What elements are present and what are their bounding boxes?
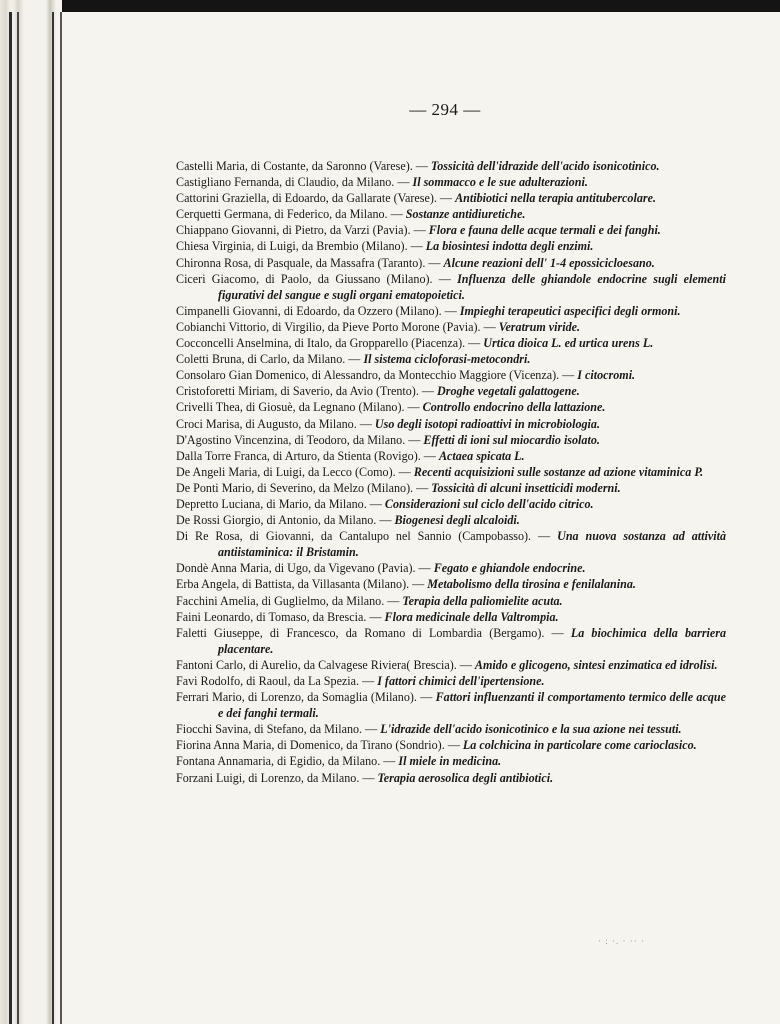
- entry-author: Chironna Rosa, di Pasquale, da Massafra (Taranto). —: [176, 255, 441, 270]
- spine-line: [52, 12, 54, 1024]
- entry-title: Una nuova sostanza ad attività antiistaminica: il Bristamin.: [218, 529, 727, 560]
- list-item: [176, 609, 726, 625]
- entry-title: Recenti acquisizioni sulle sostanze ad azione vitaminica P.: [413, 464, 704, 479]
- list-item: [176, 528, 726, 560]
- entry-title: I citocromi.: [577, 368, 636, 383]
- spine-line: [60, 12, 62, 1024]
- entry-author: Fiorina Anna Maria, di Domenico, da Tirano (Sondrio). —: [176, 738, 460, 753]
- entry-title: Actaea spicata L.: [438, 448, 525, 463]
- scan-top-border: [0, 0, 780, 12]
- entry-title: Uso degli isotopi radioattivi in microbiologia.: [374, 416, 600, 431]
- entry-author: Castelli Maria, di Costante, da Saronno (Varese). —: [176, 159, 428, 173]
- entry-author: Fiocchi Savina, di Stefano, da Milano. —: [176, 722, 378, 737]
- entry-author: Chiesa Virginia, di Luigi, da Brembio (Milano). —: [176, 239, 423, 254]
- entry-author: Cattorini Graziella, di Edoardo, da Gallarate (Varese). —: [176, 191, 453, 206]
- thesis-list: [176, 158, 726, 786]
- list-item: [176, 367, 726, 383]
- list-item: [176, 399, 726, 415]
- entry-title: Considerazioni sul ciclo dell'acido citrico.: [384, 496, 594, 511]
- entry-author: Cocconcelli Anselmina, di Italo, da Gropparello (Piacenza). —: [176, 336, 481, 351]
- entry-author: Favi Rodolfo, di Raoul, da La Spezia. —: [176, 674, 375, 688]
- list-item: [176, 512, 726, 528]
- entry-title: Alcune reazioni dell' 1-4 epossicicloesano.: [443, 255, 655, 270]
- list-item: [176, 319, 726, 335]
- list-item: [176, 271, 726, 303]
- scan-speckles: · : ·. · ·· ·: [598, 936, 645, 946]
- entry-title: Flora medicinale della Valtrompia.: [384, 609, 559, 624]
- entry-title: Antibiotici nella terapia antitubercolare.: [455, 191, 656, 206]
- list-item: [176, 625, 726, 657]
- list-item: [176, 448, 726, 464]
- list-item: [176, 560, 726, 576]
- entry-author: Crivelli Thea, di Giosuè, da Legnano (Milano). —: [176, 400, 420, 415]
- entry-title: Impieghi terapeutici aspecifici degli ormoni.: [459, 303, 681, 318]
- entry-title: Controllo endocrino della lattazione.: [422, 400, 606, 415]
- entry-author: Fontana Annamaria, di Egidio, da Milano. —: [176, 754, 396, 769]
- entry-title: La colchicina in particolare come carioclasico.: [462, 738, 697, 753]
- entry-title: L'idrazide dell'acido isonicotinico e la sua azione nei tessuti.: [380, 722, 682, 737]
- entry-title: Il sistema cicloforasi-metocondri.: [363, 352, 531, 367]
- list-item: [176, 721, 726, 737]
- entry-title: Metabolismo della tirosina e fenilalanina.: [427, 577, 636, 592]
- entry-author: Fantoni Carlo, di Aurelio, da Calvagese Riviera( Brescia). —: [176, 657, 472, 672]
- entry-title: Tossicità dell'idrazide dell'acido isonicotinico.: [430, 159, 660, 173]
- entry-author: Erba Angela, di Battista, da Villasanta (Milano). —: [176, 577, 425, 592]
- entry-author: Faletti Giuseppe, di Francesco, da Romano di Lombardia (Bergamo). —: [176, 625, 564, 640]
- entry-title: Il miele in medicina.: [398, 754, 502, 769]
- list-item: [176, 657, 726, 673]
- entry-author: De Ponti Mario, di Severino, da Melzo (Milano). —: [176, 480, 429, 495]
- entry-title: Fattori influenzanti il comportamento termico delle acque e dei fanghi termali.: [218, 690, 726, 721]
- entry-author: D'Agostino Vincenzina, di Teodoro, da Milano. —: [176, 432, 421, 447]
- list-item: [176, 464, 726, 480]
- list-item: [176, 174, 726, 190]
- entry-title: La biosintesi indotta degli enzimi.: [425, 239, 594, 254]
- entry-title: Droghe vegetali galattogene.: [437, 384, 580, 399]
- entry-author: Coletti Bruna, di Carlo, da Milano. —: [176, 352, 361, 367]
- list-item: [176, 255, 726, 271]
- entry-author: Forzani Luigi, di Lorenzo, da Milano. —: [176, 770, 375, 785]
- entry-author: Faini Leonardo, di Tomaso, da Brescia. —: [176, 609, 382, 624]
- entry-author: De Angeli Maria, di Luigi, da Lecco (Como). —: [176, 464, 411, 479]
- entry-title: Biogenesi degli alcaloidi.: [394, 513, 520, 528]
- entry-title: Influenza delle ghiandole endocrine sugli elementi figurativi del sangue e sugli organi ematopoietici.: [218, 271, 726, 302]
- entry-title: Fegato e ghiandole endocrine.: [433, 561, 586, 576]
- entry-author: Ciceri Giacomo, di Paolo, da Giussano (Milano). —: [176, 271, 451, 286]
- entry-title: Il sommacco e le sue adulterazioni.: [412, 175, 588, 190]
- list-item: [176, 383, 726, 399]
- entry-author: Di Re Rosa, di Giovanni, da Cantalupo nel Sannio (Campobasso). —: [176, 529, 551, 544]
- list-item: [176, 238, 726, 254]
- entry-author: Croci Marisa, di Augusto, da Milano. —: [176, 416, 372, 431]
- entry-author: Cobianchi Vittorio, di Virgilio, da Pieve Porto Morone (Pavia). —: [176, 319, 496, 334]
- entry-title: Flora e fauna delle acque termali e dei fanghi.: [428, 223, 661, 238]
- list-item: [176, 593, 726, 609]
- entry-author: Dalla Torre Franca, di Arturo, da Stienta (Rovigo). —: [176, 448, 436, 463]
- entry-author: Dondè Anna Maria, di Ugo, da Vigevano (Pavia). —: [176, 561, 431, 576]
- list-item: [176, 689, 726, 721]
- book-spine-edge: [0, 0, 62, 1024]
- entry-author: Facchini Amelia, di Guglielmo, da Milano. —: [176, 593, 400, 608]
- entry-author: Ferrari Mario, di Lorenzo, da Somaglia (Milano). —: [176, 690, 433, 705]
- entry-title: I fattori chimici dell'ipertensione.: [377, 674, 545, 688]
- entry-title: La biochimica della barriera placentare.: [218, 625, 727, 656]
- list-item: [176, 737, 726, 753]
- entry-author: Depretto Luciana, di Mario, da Milano. —: [176, 496, 382, 511]
- list-item: [176, 303, 726, 319]
- entry-author: Chiappano Giovanni, di Pietro, da Varzi (Pavia). —: [176, 223, 426, 238]
- entry-author: Cimpanelli Giovanni, di Edoardo, da Ozzero (Milano). —: [176, 303, 457, 318]
- list-item: [176, 416, 726, 432]
- entry-author: Cristoforetti Miriam, di Saverio, da Avio (Trento). —: [176, 384, 434, 399]
- spine-line: [9, 12, 12, 1024]
- list-item: [176, 190, 726, 206]
- spine-line: [17, 12, 19, 1024]
- list-item: [176, 753, 726, 769]
- entry-title: Terapia aerosolica degli antibiotici.: [377, 770, 554, 785]
- entry-title: Tossicità di alcuni insetticidi moderni.: [431, 480, 621, 495]
- entry-author: Cerquetti Germana, di Federico, da Milano. —: [176, 207, 403, 222]
- list-item: [176, 158, 726, 174]
- list-item: [176, 335, 726, 351]
- entry-title: Terapia della paliomielite acuta.: [402, 593, 563, 608]
- list-item: [176, 673, 726, 689]
- list-item: [176, 576, 726, 592]
- list-item: [176, 222, 726, 238]
- list-item: [176, 770, 726, 786]
- list-item: [176, 432, 726, 448]
- entry-title: Veratrum viride.: [498, 319, 581, 334]
- list-item: [176, 480, 726, 496]
- entry-author: Consolaro Gian Domenico, di Alessandro, da Montecchio Maggiore (Vicenza). —: [176, 368, 575, 383]
- list-item: [176, 206, 726, 222]
- list-item: [176, 496, 726, 512]
- list-item: [176, 351, 726, 367]
- entry-title: Urtica dioica L. ed urtica urens L.: [483, 336, 654, 351]
- entry-title: Effetti di ioni sul miocardio isolato.: [423, 432, 600, 447]
- entry-author: Castigliano Fernanda, di Claudio, da Milano. —: [176, 175, 410, 190]
- entry-author: De Rossi Giorgio, di Antonio, da Milano. —: [176, 513, 392, 528]
- entry-title: Sostanze antidiuretiche.: [405, 207, 526, 222]
- entry-title: Amido e glicogeno, sintesi enzimatica ed idrolisi.: [474, 657, 718, 672]
- page-number: — 294 —: [409, 100, 481, 119]
